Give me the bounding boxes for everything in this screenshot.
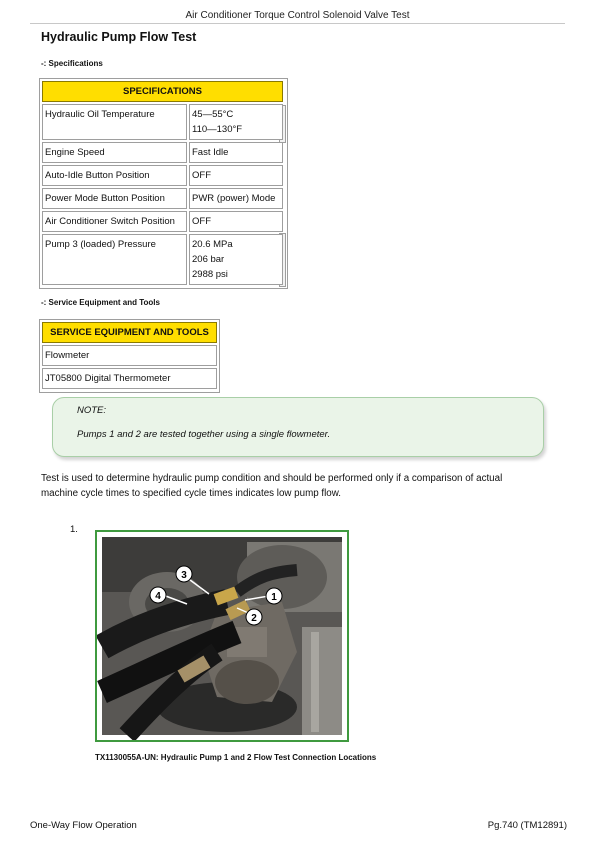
table-row <box>42 142 283 163</box>
spec-value <box>189 234 283 285</box>
svg-text:4: 4 <box>155 591 161 602</box>
photo-caption: TX1130055A-UN: Hydraulic Pump 1 and 2 Flow Test Connection Locations <box>95 753 377 762</box>
equipment-item: Flowmeter <box>42 345 217 366</box>
spec-name: Hydraulic Oil Temperature <box>42 104 187 140</box>
footer-section-link: One-Way Flow Operation <box>30 820 137 831</box>
footer-page-number: Pg.740 (TM12891) <box>487 820 567 831</box>
document-header: Air Conditioner Torque Control Solenoid Valve Test <box>30 10 565 24</box>
note-text: Pumps 1 and 2 are tested together using a single flowmeter. <box>77 429 331 440</box>
table-row <box>42 188 283 209</box>
spec-name: Engine Speed <box>42 142 187 163</box>
spec-value <box>189 104 283 140</box>
table-row <box>42 345 217 366</box>
pump-photo <box>97 532 347 740</box>
specifications-section-label: -: Specifications <box>41 59 103 68</box>
spec-name: Auto-Idle Button Position <box>42 165 187 186</box>
spec-value: Fast Idle <box>189 142 283 163</box>
specifications-table-header: SPECIFICATIONS <box>42 81 283 102</box>
step-number: 1. <box>70 524 78 535</box>
svg-text:2: 2 <box>251 613 257 624</box>
spec-value-line: 45—55°C <box>192 109 234 120</box>
callout-3 <box>176 566 192 582</box>
page-title: Hydraulic Pump Flow Test <box>41 30 197 44</box>
table-row <box>42 165 283 186</box>
spec-value: OFF <box>189 165 283 186</box>
table-row <box>42 234 283 285</box>
callout-4 <box>150 587 166 603</box>
callout-1 <box>266 588 282 604</box>
table-row <box>42 211 283 232</box>
callout-2 <box>246 609 262 625</box>
note-box <box>52 397 544 457</box>
spec-value-line: 110—130°F <box>192 124 243 135</box>
equipment-table-header: SERVICE EQUIPMENT AND TOOLS <box>42 322 217 343</box>
body-paragraph: Test is used to determine hydraulic pump condition and should be performed only if a comparison of actual machine cycle times to specified cycle times indicates low pump flow. <box>41 473 503 499</box>
equipment-section-label: -: Service Equipment and Tools <box>41 298 160 307</box>
svg-text:1: 1 <box>271 592 277 603</box>
svg-text:3: 3 <box>181 570 187 581</box>
equipment-item: JT05800 Digital Thermometer <box>42 368 217 389</box>
spec-name: Pump 3 (loaded) Pressure <box>42 234 187 285</box>
spec-name: Power Mode Button Position <box>42 188 187 209</box>
table-row <box>42 104 283 140</box>
spec-value-line: 2988 psi <box>192 269 228 280</box>
spec-value-line: 206 bar <box>192 254 225 265</box>
equipment-table <box>40 320 219 391</box>
step-photo-frame <box>95 530 349 742</box>
spec-value: OFF <box>189 211 283 232</box>
note-label: NOTE: <box>77 405 107 416</box>
spec-value-line: 20.6 MPa <box>192 239 233 250</box>
spec-name: Air Conditioner Switch Position <box>42 211 187 232</box>
specifications-table <box>40 79 285 287</box>
table-row <box>42 368 217 389</box>
spec-value: PWR (power) Mode <box>189 188 283 209</box>
